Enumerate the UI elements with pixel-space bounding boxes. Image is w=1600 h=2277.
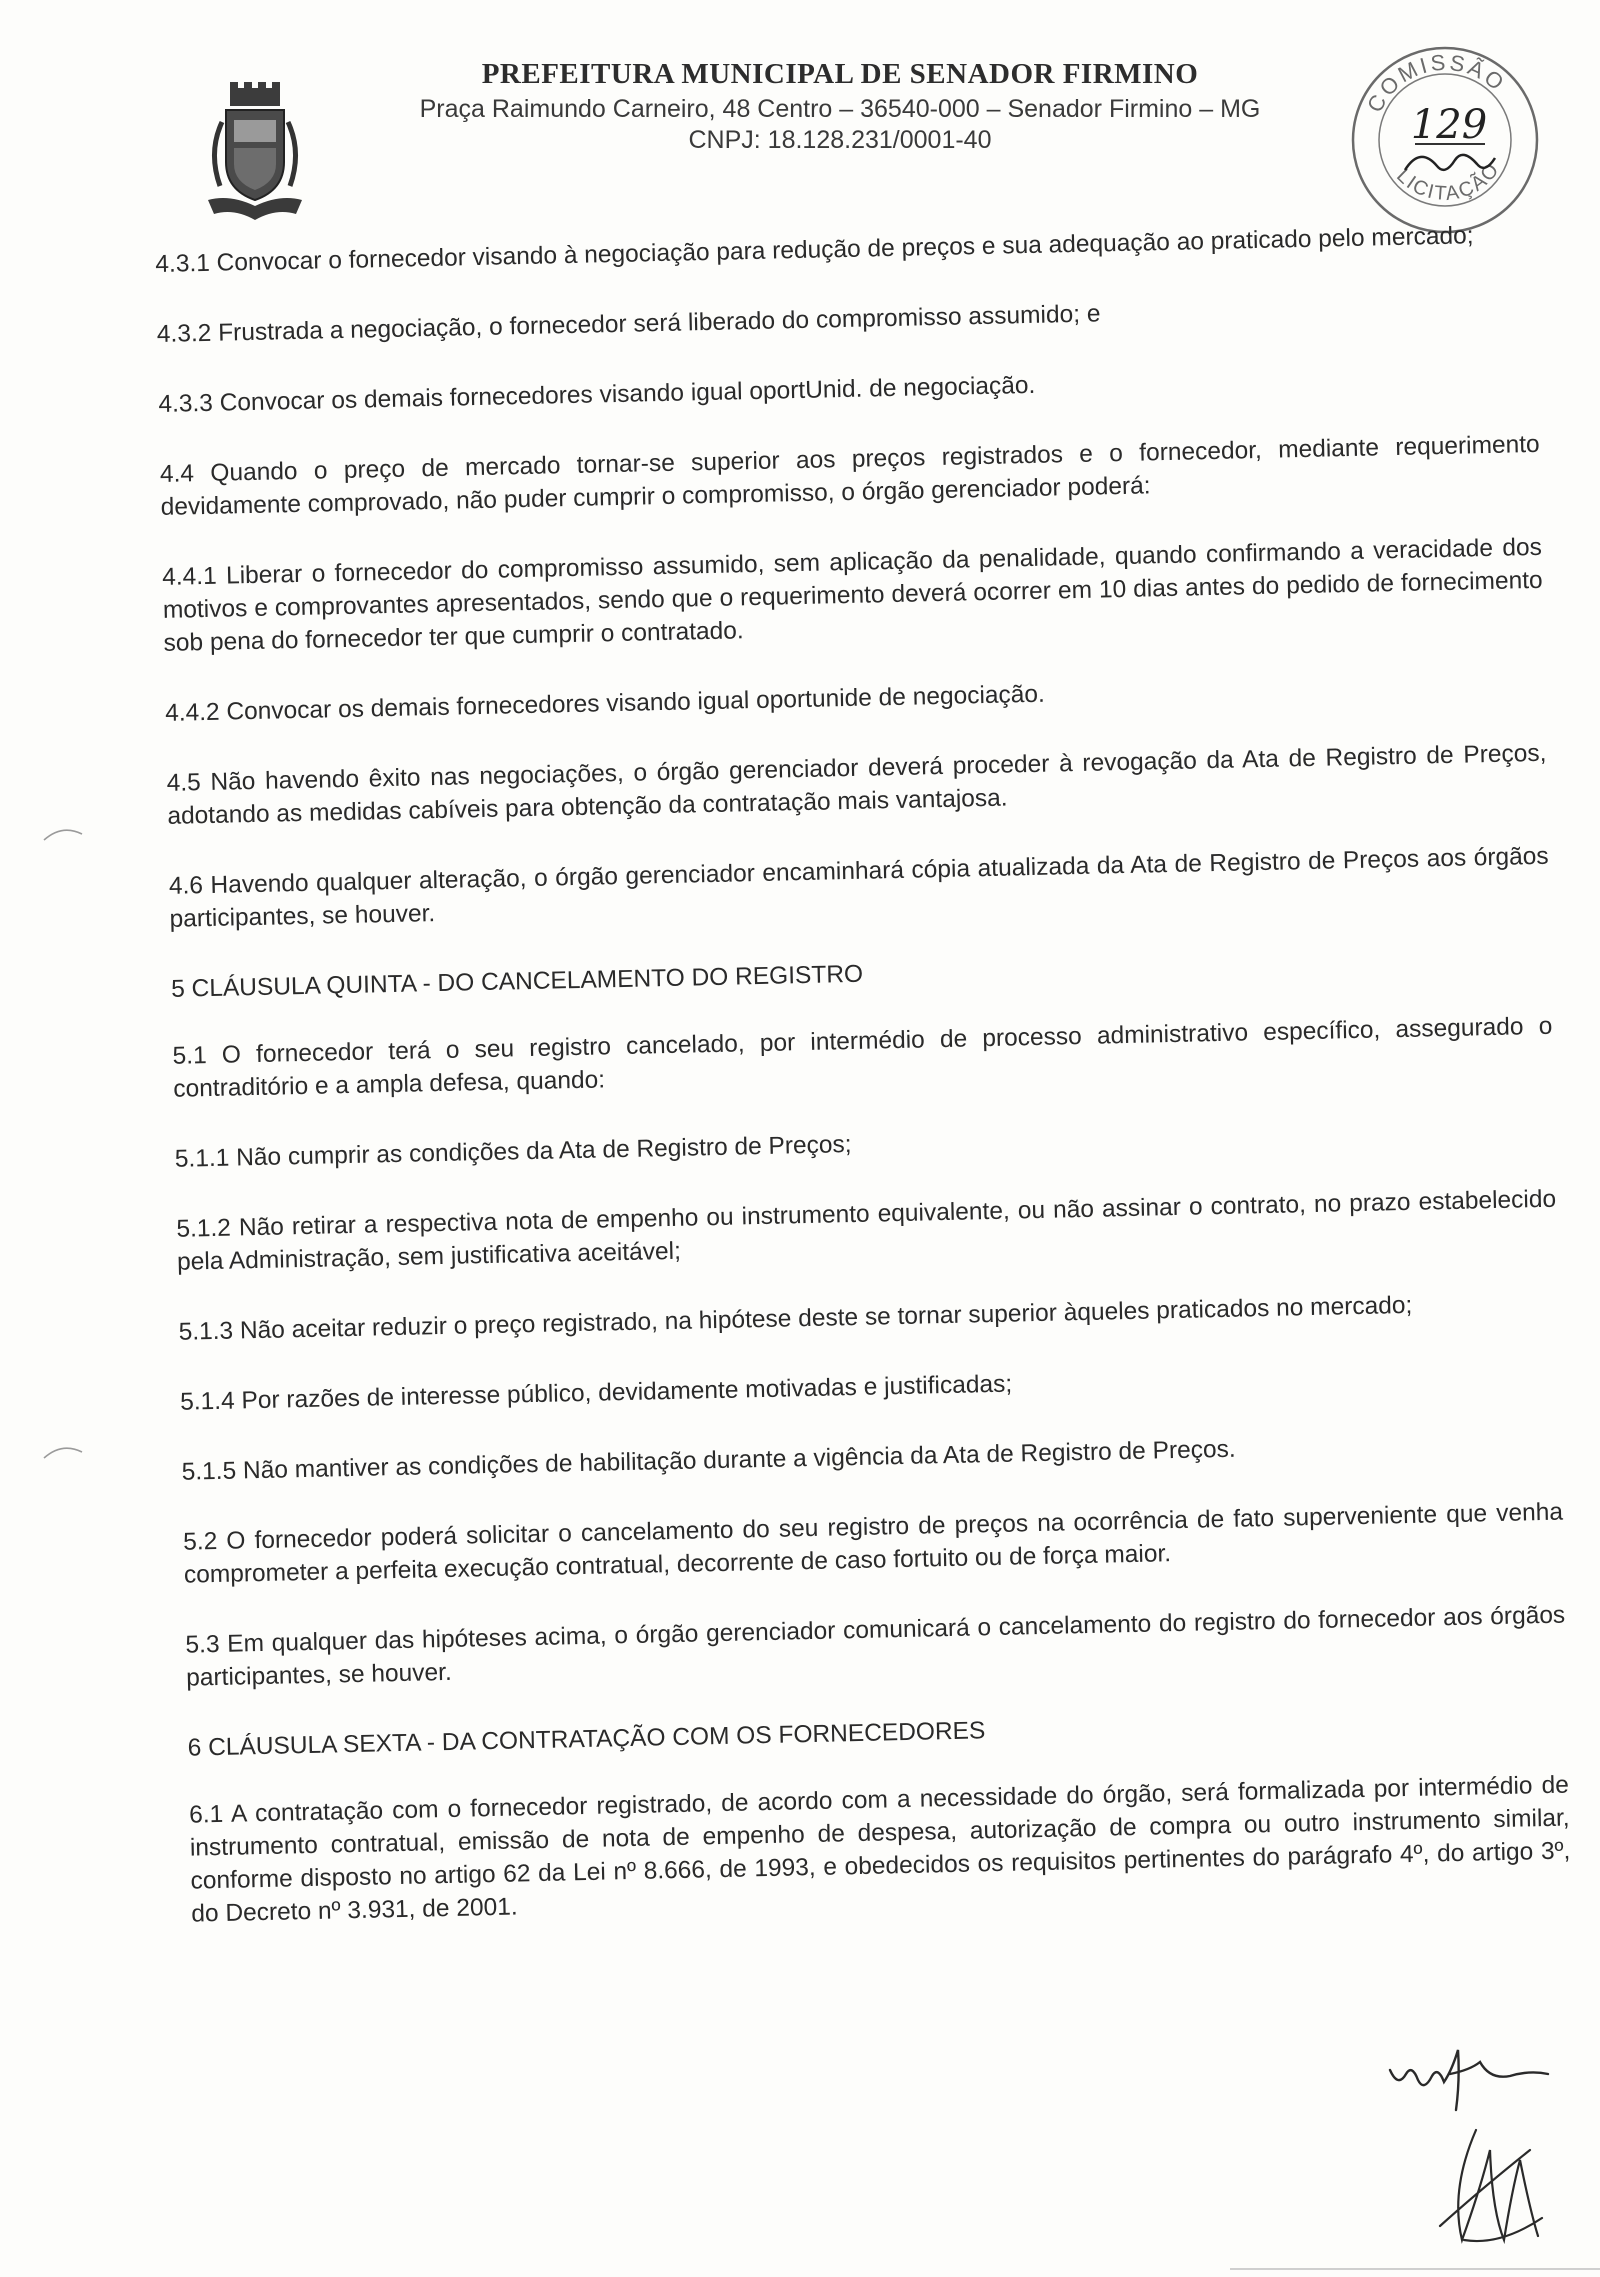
paragraph-4-4-1: 4.4.1 Liberar o fornecedor do compromisso assumido, sem aplicação da penalidade, quando confirmando a veracidade dos motivos e comprovantes apresentados, sendo que o requerimento deverá ocorrer em 10 dias antes do pedido de fornecimento sob pena do fornecedor ter que cumprir o contratado. <box>161 533 1543 657</box>
svg-text:LICITAÇÃO: LICITAÇÃO <box>1392 158 1505 206</box>
svg-text:COMISSÃO: COMISSÃO <box>1361 49 1511 117</box>
punch-mark-bottom-icon <box>40 1440 85 1460</box>
paragraph-5-3: 5.3 Em qualquer das hipóteses acima, o órgão gerenciador comunicará o cancelamento do registro do fornecedor aos órgãos participantes, se houver. <box>185 1601 1566 1692</box>
paragraph-5-1: 5.1 O fornecedor terá o seu registro cancelado, por intermédio de processo administrativo específico, assegurado o contraditório e a ampla defesa, quando: <box>172 1012 1553 1103</box>
paragraph-4-4: 4.4 Quando o preço de mercado tornar-se superior aos preços registrados e o fornecedor, mediante requerimento devidamente comprovado, não puder cumprir o compromisso, o órgão gerenciador poderá: <box>159 430 1540 521</box>
paragraph-5-2: 5.2 O fornecedor poderá solicitar o cancelamento do seu registro de preços na ocorrência de fato superveniente que venha comprometer a perfeita execução contratual, decorrente de caso fortuito ou de força maior. <box>182 1498 1564 1589</box>
clause-6-heading: 6 CLÁUSULA SEXTA - DA CONTRATAÇÃO COM OS FORNECEDORES <box>187 1717 986 1762</box>
letterhead <box>0 40 1600 230</box>
paragraph-4-5: 4.5 Não havendo êxito nas negociações, o órgão gerenciador deverá proceder à revogação da Ata de Registro de Preços, adotando as medidas cabíveis para obtenção da contratação mais vantajosa. <box>166 739 1547 830</box>
institution-address: Praça Raimundo Carneiro, 48 Centro – 36540-000 – Senador Firmino – MG <box>419 95 1261 123</box>
paragraph-5-1-3: 5.1.3 Não aceitar reduzir o preço registrado, na hipótese deste se tornar superior àqueles praticados no mercado; <box>178 1291 1413 1346</box>
paragraph-4-6: 4.6 Havendo qualquer alteração, o órgão gerenciador encaminhará cópia atualizada da Ata de Registro de Preços aos órgãos participantes, se houver. <box>168 842 1549 933</box>
paragraph-4-3-1: 4.3.1 Convocar o fornecedor visando à negociação para redução de preços e sua adequação ao praticado pelo mercado; <box>155 222 1474 278</box>
stamp-page-number: 129 <box>1410 102 1488 148</box>
paragraph-5-1-4: 5.1.4 Por razões de interesse público, devidamente motivadas e justificadas; <box>179 1370 1013 1416</box>
municipal-coat-of-arms-icon <box>200 82 310 232</box>
institution-name: PREFEITURA MUNICIPAL DE SENADOR FIRMINO <box>481 58 1199 90</box>
scan-edge-line <box>1230 2268 1600 2270</box>
document-body <box>155 218 1572 1968</box>
paragraph-5-1-2: 5.1.2 Não retirar a respectiva nota de empenho ou instrumento equivalente, ou não assinar o contrato, no prazo estabelecido pela Administração, sem justificativa aceitável; <box>176 1185 1557 1276</box>
clause-5-heading: 5 CLÁUSULA QUINTA - DO CANCELAMENTO DO REGISTRO <box>170 960 864 1003</box>
punch-mark-top-icon <box>40 822 85 842</box>
letterhead-text <box>380 58 1300 155</box>
paragraph-5-1-5: 5.1.5 Não mantiver as condições de habilitação durante a vigência da Ata de Registro de Preços. <box>181 1435 1236 1486</box>
paragraph-6-1: 6.1 A contratação com o fornecedor registrado, de acordo com a necessidade do órgão, será formalizada por intermédio de instrumento contratual, emissão de nota de empenho de despesa, autorização de compra ou outro instrumento similar, conforme disposto no artigo 62 da Lei nº 8.666, de 1993, e obedecidos os requisitos pertinentes do parágrafo 4º, do artigo 3º, do Decreto nº 3.931, de 2001. <box>188 1771 1571 1928</box>
paragraph-5-1-1: 5.1.1 Não cumprir as condições da Ata de Registro de Preços; <box>174 1131 852 1173</box>
paragraph-4-3-2: 4.3.2 Frustrada a negociação, o fornecedor será liberado do compromisso assumido; e <box>156 300 1101 348</box>
commission-stamp-icon <box>1345 40 1545 240</box>
handwritten-signature-icon <box>1380 2040 1560 2250</box>
institution-cnpj: CNPJ: 18.128.231/0001-40 <box>688 126 992 154</box>
paragraph-4-4-2: 4.4.2 Convocar os demais fornecedores visando igual oportunide de negociação. <box>164 680 1046 727</box>
paragraph-4-3-3: 4.3.3 Convocar os demais fornecedores visando igual oportUnid. de negociação. <box>158 371 1036 418</box>
